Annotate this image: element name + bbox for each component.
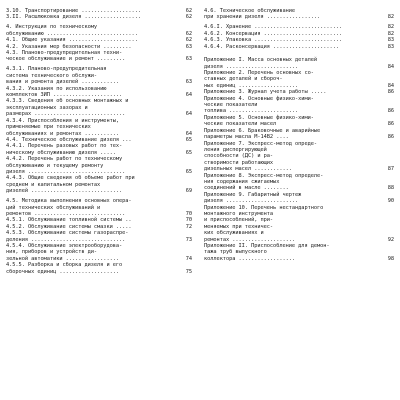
- toc-entry-title: обслуживанию .............................: [6, 30, 138, 37]
- toc-entry: [6, 14, 192, 20]
- toc-entry-page-number: 65: [185, 168, 192, 175]
- toc-entry-title: ления диспергирующей: [204, 146, 267, 153]
- toc-entry-title: Приложение II. Приспособление для демон-: [204, 243, 330, 249]
- toc-entry-title: ремонтах ....................: [204, 236, 296, 243]
- toc-entry-title: дизеля .......................: [204, 198, 299, 205]
- toc-entry-title: способности (ДС) и ра-: [204, 153, 274, 160]
- toc-entry-page-number: 90: [387, 198, 394, 205]
- toc-entry-title: 4.5. Методика выполнения основных опера-: [6, 198, 132, 205]
- toc-entry-title: 4.4.2. Перечень работ по техническому: [6, 156, 123, 163]
- toc-entry-title: 4.4.3. Общие сведения об объеме работ при: [6, 175, 135, 182]
- toc-entry-title: применяемые при технических: [6, 124, 91, 131]
- toc-entry: [204, 14, 394, 20]
- toc-entry-page-number: 88: [387, 185, 394, 192]
- toc-entry-title: 4.5.5. Разборка и сборка дизеля и его: [6, 262, 123, 269]
- toc-entry-page-number: 65: [185, 149, 192, 156]
- toc-entry-title: зельной автоматики .................: [6, 255, 120, 262]
- toc-entry-page-number: 73: [185, 236, 192, 243]
- toc-entry-title: 4. Инструкция по техническому: [6, 24, 98, 31]
- toc-entry-page-number: 75: [185, 268, 192, 275]
- toc-right-column: [204, 8, 394, 262]
- toc-entry-title: ческое обслуживание и ремонт .........: [6, 56, 126, 63]
- toc-entry-page-number: 92: [387, 236, 394, 243]
- toc-entry-title: при хранении дизеля .................: [204, 14, 321, 21]
- toc-entry-page-number: 74: [185, 255, 192, 262]
- toc-entry-title: ремонтов .............................: [6, 210, 126, 217]
- toc-entry-title: тажа труб выпускного: [204, 249, 267, 256]
- toc-entry-page-number: 69: [185, 188, 192, 195]
- toc-entry-page-number: 86: [387, 89, 394, 96]
- toc-entry-title: обслуживанию и текущему ремонту: [6, 162, 104, 169]
- toc-entry-page-number: 64: [185, 111, 192, 118]
- toc-entry-page-number: 83: [387, 37, 394, 44]
- toc-entry: [6, 269, 192, 275]
- toc-entry-title: 4.3.4. Приспособления и инструменты,: [6, 117, 120, 124]
- toc-entry-page-number: 84: [387, 82, 394, 89]
- toc-entry-title: 3.II. Расшлюковка дизеля ..................: [6, 14, 141, 21]
- toc-entry-page-number: 64: [185, 92, 192, 99]
- toc-entry-title: 4.6.2. Консервация .........................: [204, 30, 343, 37]
- toc-entry-page-number: 84: [387, 63, 394, 70]
- toc-entry-title: 4.3. Планово-предупредительная техни-: [6, 50, 123, 57]
- toc-entry-title: система технического обслужи-: [6, 72, 98, 79]
- toc-entry-title: размерах .............................: [6, 111, 126, 118]
- toc-entry-page-number: 63: [185, 43, 192, 50]
- toc-entry-title: Приложение 8. Экспресс-метод определе-: [204, 172, 324, 179]
- toc-entry-page-number: 70: [185, 217, 192, 224]
- toc-entry-title: сборочных единиц ...................: [6, 268, 120, 275]
- toc-entry-title: 4.5.3. Обслуживание системы газораспре-: [6, 230, 129, 237]
- toc-entry-page-number: 62: [185, 14, 192, 21]
- toc-entry: [6, 188, 192, 194]
- toc-entry-title: Приложение 7. Экспресс-метод опреде-: [204, 140, 318, 147]
- toc-entry-page-number: 82: [387, 30, 394, 37]
- toc-entry-title: 3.10. Транспортирование ...................: [6, 8, 141, 14]
- toc-entry-title: 4.5.1. Обслуживание топливной системы ..: [6, 217, 132, 224]
- toc-entry-title: 4.3.2. Указания по использованию: [6, 85, 107, 92]
- toc-entry-title: ническому обслуживанию дизеля .....: [6, 149, 116, 156]
- toc-entry-page-number: 70: [185, 210, 192, 217]
- toc-entry-title: ций технических обслуживаний и: [6, 204, 101, 211]
- toc-entry-title: вания и ремонта дизелей ............: [6, 79, 120, 86]
- toc-entry-title: 4.2. Указания мер безопасности .........: [6, 43, 132, 50]
- toc-entry-title: Приложение I. Масса основных деталей: [204, 57, 318, 64]
- toc-entry-title: дизельных масел ............: [204, 166, 292, 173]
- toc-entry-title: 4.4. Техническое обслуживание дизеля ...: [6, 136, 132, 143]
- toc-entry-page-number: 86: [387, 134, 394, 141]
- toc-entry-title: 4.3.3. Сведения об основных монтажных и: [6, 98, 129, 105]
- toc-entry-title: коллектора ..................: [204, 255, 296, 262]
- toc-entry-page-number: 72: [185, 223, 192, 230]
- toc-entry-page-number: 82: [387, 24, 394, 31]
- toc-entry-title: ческие показатели: [204, 102, 258, 109]
- toc-entry-title: 4.5.2. Обслуживание системы смазки .....: [6, 223, 132, 230]
- toc-entry-title: среднем и капитальном ремонтах: [6, 181, 101, 188]
- toc-entry-title: ставных деталей и сбороч-: [204, 76, 283, 83]
- toc-entry-title: соединений в масле ........: [204, 185, 289, 192]
- toc-entry-page-number: 62: [185, 30, 192, 37]
- toc-entry-page-number: 63: [185, 56, 192, 63]
- toc-entry-title: обслуживаниях и ремонтах ...........: [6, 130, 120, 137]
- toc-entry-title: 4.1. Общие указания ......................: [6, 37, 138, 44]
- toc-entry-title: Приложение 10. Перечень нестандартного: [204, 204, 324, 211]
- toc-entry-title: монтажного инструмента: [204, 210, 274, 217]
- toc-entry-title: 4.6.3. Упаковка ............................: [204, 37, 343, 44]
- toc-entry-title: ния, приборов и устройств ди-: [6, 249, 98, 256]
- toc-entry-title: дизелей .............................: [6, 188, 123, 195]
- toc-entry-title: деления ..............................: [6, 236, 126, 243]
- toc-entry-title: 4.4.1. Перечень разовых работ по тех-: [6, 143, 123, 150]
- toc-left-column: [6, 8, 192, 275]
- toc-entry-title: 4.6.4. Расконсервация .....................: [204, 43, 339, 50]
- toc-entry-page-number: 62: [185, 37, 192, 44]
- toc-entry: [6, 56, 192, 62]
- toc-entry-title: эксплуатационных зазорах и: [6, 104, 88, 111]
- toc-entry-page-number: 86: [387, 108, 394, 115]
- toc-entry-title: дизеля .......................: [204, 63, 299, 70]
- toc-entry-page-number: 63: [185, 79, 192, 86]
- toc-entry: [204, 44, 394, 50]
- toc-entry-title: 4.5.4. Обслуживание электрооборудова-: [6, 243, 123, 249]
- toc-entry-title: Приложение 6. Браковочные и аварийные: [204, 127, 321, 134]
- toc-entry-title: 4.6. Техническое обслуживание: [204, 8, 296, 14]
- toc-entry-title: меняемых при техничес-: [204, 223, 274, 230]
- toc-entry-page-number: 65: [185, 136, 192, 143]
- toc-entry-title: дизеля ...............................: [6, 168, 126, 175]
- toc-entry-title: Приложение 5. Основные физико-хими-: [204, 114, 314, 121]
- toc-entry-page-number: 64: [185, 130, 192, 137]
- toc-entry-title: Приложение 2. Перечень основных со-: [204, 70, 314, 77]
- toc-entry-title: комплектов ЗИП ......................: [6, 92, 123, 99]
- toc-entry-title: топлива ......................: [204, 108, 299, 115]
- toc-entry-title: ния содержания сжигаемых: [204, 178, 280, 185]
- toc-entry-title: и приспособлений, при-: [204, 217, 274, 224]
- toc-entry-page-number: 86: [387, 121, 394, 128]
- toc-entry-page-number: 98: [387, 255, 394, 262]
- toc-entry-page-number: 83: [387, 43, 394, 50]
- toc-entry-page-number: 62: [185, 8, 192, 14]
- toc-entry-title: ких обслуживаниях и: [204, 230, 264, 237]
- toc-entry-title: Приложение 4. Основные физико-хими-: [204, 95, 314, 102]
- toc-entry-title: створимости работающих: [204, 159, 274, 166]
- toc-entry-title: 4.6.I. Хранение ............................: [204, 24, 343, 31]
- toc-entry-title: ческие показатели масел: [204, 121, 277, 128]
- toc-entry-title: ных единиц ...................: [204, 82, 299, 89]
- toc-entry-title: Приложение 3. Журнал учета работы .....: [204, 89, 327, 96]
- toc-entry-title: 4.3.1. Планово-предупредительная: [6, 66, 107, 73]
- toc-entry-page-number: 87: [387, 166, 394, 173]
- toc-entry-title: параметры масла М-14В2 ....: [204, 134, 289, 141]
- toc-entry-title: Приложение 9. Габаритный чертеж: [204, 191, 302, 198]
- toc-entry-page-number: 82: [387, 14, 394, 21]
- toc-entry: [204, 256, 394, 262]
